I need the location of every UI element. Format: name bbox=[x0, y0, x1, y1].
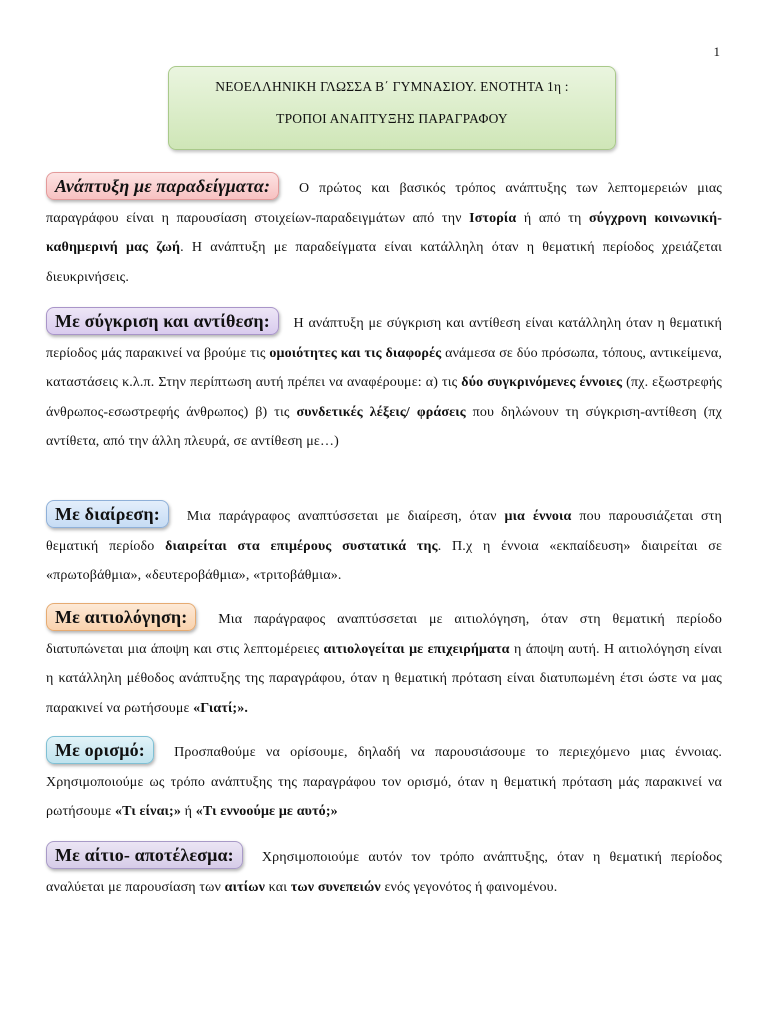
section-text: . Η ανάπτυξη με παραδείγματα είναι κατάλληλη όταν η θεματική περίοδος χρειάζεται διευκρινήσεις. bbox=[46, 240, 722, 285]
section-comparison bbox=[46, 307, 722, 457]
section-bold-text: συνδετικές λέξεις/ φράσεις bbox=[296, 404, 466, 420]
section-text: Χρησιμοποιούμε αυτόν τον τρόπο ανάπτυξης, όταν η θεματική περίοδος αναλύεται με παρουσίαση των bbox=[46, 850, 722, 895]
section-bold-text: ομοιότητες και τις διαφορές bbox=[269, 345, 442, 361]
section-label-examples: Ανάπτυξη με παραδείγματα: bbox=[46, 172, 279, 200]
section-text: και bbox=[265, 879, 291, 895]
section-text: που παρουσιάζεται στη θεματική περίοδο bbox=[46, 509, 722, 554]
section-justification bbox=[46, 603, 722, 723]
section-bold-text: «Γιατί;». bbox=[193, 700, 249, 716]
title-line-2: ΤΡΟΠΟΙ ΑΝΑΠΤΥΞΗΣ ΠΑΡΑΓΡΑΦΟΥ bbox=[276, 111, 508, 126]
section-bold-text: μια έννοια bbox=[504, 509, 572, 524]
section-examples bbox=[46, 172, 722, 292]
section-bold-text: αιτίων bbox=[224, 879, 266, 895]
title-box bbox=[168, 66, 616, 150]
section-text: . Π.χ η έννοια «εκπαίδευση» διαιρείται σε «πρωτοβάθμια», «δευτεροβάθμια», «τριτοβάθμια». bbox=[46, 538, 722, 583]
section-bold-text: αιτιολογείται με επιχειρήματα bbox=[323, 641, 510, 657]
page-number: 1 bbox=[713, 44, 720, 59]
section-text: ή από τη bbox=[516, 210, 590, 226]
section-text: (πχ. εξωστρεφής άνθρωπος-εσωστρεφής άνθρωπος) β) τις bbox=[46, 375, 722, 420]
section-bold-text: δύο συγκρινόμενες έννοιες bbox=[461, 375, 623, 390]
section-bold-text: Ιστορία bbox=[469, 210, 517, 226]
section-text: Μια παράγραφος αναπτύσσεται με διαίρεση, όταν bbox=[186, 509, 505, 524]
section-label-cause-effect: Με αίτιο- αποτέλεσμα: bbox=[46, 841, 243, 869]
section-bold-text: «Τι εννοούμε με αυτό;» bbox=[195, 804, 338, 819]
title-line-1: ΝΕΟΕΛΛΗΝΙΚΗ ΓΛΩΣΣΑ Β΄ ΓΥΜΝΑΣΙΟΥ. ΕΝΟΤΗΤΑ 1η : bbox=[215, 79, 569, 94]
section-label-definition: Με ορισμό: bbox=[46, 736, 154, 764]
section-bold-text: διαιρείται στα επιμέρους συστατικά της bbox=[165, 538, 438, 554]
section-text: Ο πρώτος και βασικός τρόπος ανάπτυξης των λεπτομερειών μιας παραγράφου είναι η παρουσίαση στοιχείων-παραδειγμάτων από την bbox=[46, 181, 722, 226]
section-bold-text: των συνεπειών bbox=[290, 879, 381, 895]
section-text: ανάμεσα σε δύο πρόσωπα, τόπους, αντικείμενα, καταστάσεις κ.λ.π. Στην περίπτωση αυτή πρέπει να αναφέρουμε: α) τις bbox=[46, 345, 722, 390]
section-cause-effect bbox=[46, 841, 722, 902]
section-label-comparison: Με σύγκριση και αντίθεση: bbox=[46, 307, 279, 335]
section-text: Η ανάπτυξη με σύγκριση και αντίθεση είναι κατάλληλη όταν η θεματική περίοδος μάς παρακινεί να βρούμε τις bbox=[46, 316, 722, 361]
section-label-division: Με διαίρεση: bbox=[46, 500, 169, 528]
section-text: ή bbox=[181, 804, 196, 819]
section-text: Προσπαθούμε να ορίσουμε, δηλαδή να παρουσιάσουμε το περιεχόμενο μιας έννοιας. Χρησιμοποιούμε ως τρόπο ανάπτυξης της παραγράφου τον ορισμό, όταν η θεματική πρόταση μάς παρακινεί να ρωτήσουμε bbox=[46, 745, 722, 819]
section-bold-text: σύγχρονη κοινωνική-καθημερινή μας ζωή bbox=[46, 210, 723, 255]
section-label-justification: Με αιτιολόγηση: bbox=[46, 603, 196, 631]
section-division bbox=[46, 500, 722, 591]
section-bold-text: «Τι είναι;» bbox=[115, 804, 181, 819]
section-definition bbox=[46, 736, 722, 827]
section-text: ενός γεγονότος ή φαινομένου. bbox=[380, 879, 558, 895]
section-text: Μια παράγραφος αναπτύσσεται με αιτιολόγηση, όταν στη θεματική περίοδο διατυπώνεται μια άποψη και στις λεπτομέρειες bbox=[46, 612, 722, 657]
section-text: που δηλώνουν τη σύγκριση-αντίθεση (πχ αντίθετα, από την άλλη πλευρά, σε αντίθεση με…) bbox=[46, 404, 723, 449]
section-text: η άποψη αυτή. Η αιτιολόγηση είναι η κατάλληλη μέθοδος ανάπτυξης της παραγράφου, όταν η θεματική πρόταση είναι διατυπωμένη έτσι ώστε να μας παρακινεί να ρωτήσουμε bbox=[46, 641, 722, 716]
